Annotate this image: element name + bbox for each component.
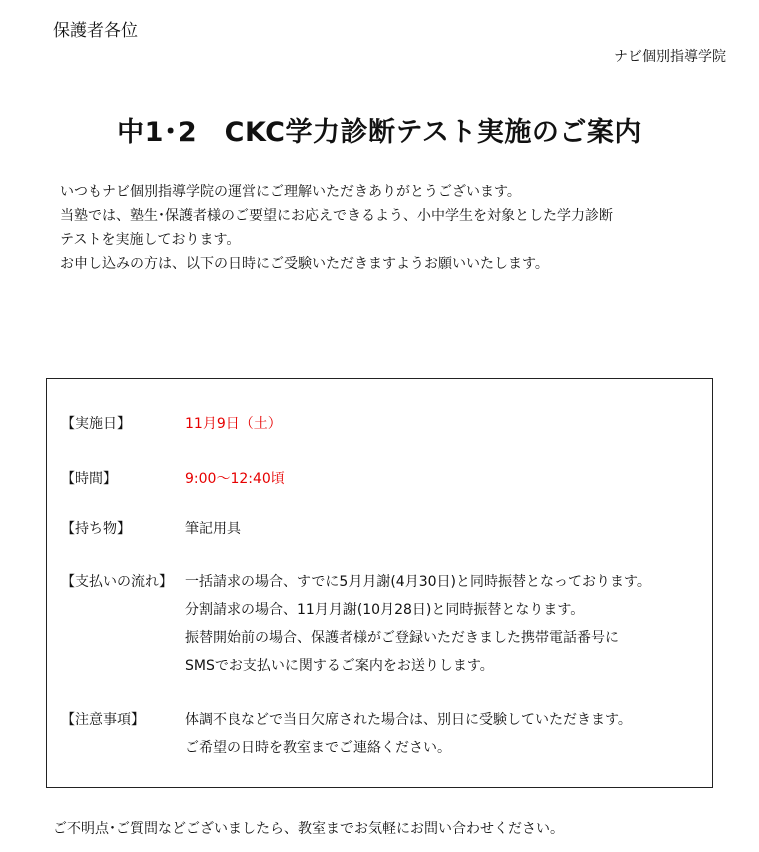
intro-line: いつもナビ個別指導学院の運営にご理解いただきありがとうございます。 xyxy=(60,184,521,200)
payment-line: 分割請求の場合、11月月謝(10月28日)と同時振替となります。 xyxy=(185,602,585,618)
page-title: 中1･2 CKC学力診断テスト実施のご案内 xyxy=(117,117,642,148)
notes-text xyxy=(185,706,632,762)
date-value: 11月9日（土） xyxy=(185,416,282,432)
payment-line: 一括請求の場合、すでに5月月謝(4月30日)と同時振替となっております。 xyxy=(185,574,651,590)
notes-label: 【注意事項】 xyxy=(61,712,145,728)
date-label: 【実施日】 xyxy=(61,416,131,432)
intro-line: お申し込みの方は、以下の日時にご受験いただきますようお願いいたします。 xyxy=(60,256,549,272)
payment-line: SMSでお支払いに関するご案内をお送りします。 xyxy=(185,658,494,674)
payment-label: 【支払いの流れ】 xyxy=(61,574,173,590)
notes-line: ご希望の日時を教室までご連絡ください。 xyxy=(185,740,451,756)
addressee: 保護者各位 xyxy=(53,21,138,41)
payment-line: 振替開始前の場合、保護者様がご登録いただきました携帯電話番号に xyxy=(185,630,619,646)
intro-line: 当塾では、塾生･保護者様のご要望にお応えできるよう、小中学生を対象とした学力診断 xyxy=(60,208,613,224)
time-value: 9:00～12:40頃 xyxy=(185,471,285,487)
footer-note: ご不明点･ご質問などございましたら、教室までお気軽にお問い合わせください。 xyxy=(53,821,564,837)
time-label: 【時間】 xyxy=(61,471,117,487)
items-value: 筆記用具 xyxy=(185,521,241,537)
sender-name: ナビ個別指導学院 xyxy=(614,49,726,65)
intro-paragraph xyxy=(60,180,613,276)
payment-text xyxy=(185,568,651,680)
details-box xyxy=(46,378,713,788)
intro-line: テストを実施しております。 xyxy=(60,232,241,248)
items-label: 【持ち物】 xyxy=(61,521,131,537)
notes-line: 体調不良などで当日欠席された場合は、別日に受験していただきます。 xyxy=(185,712,632,728)
